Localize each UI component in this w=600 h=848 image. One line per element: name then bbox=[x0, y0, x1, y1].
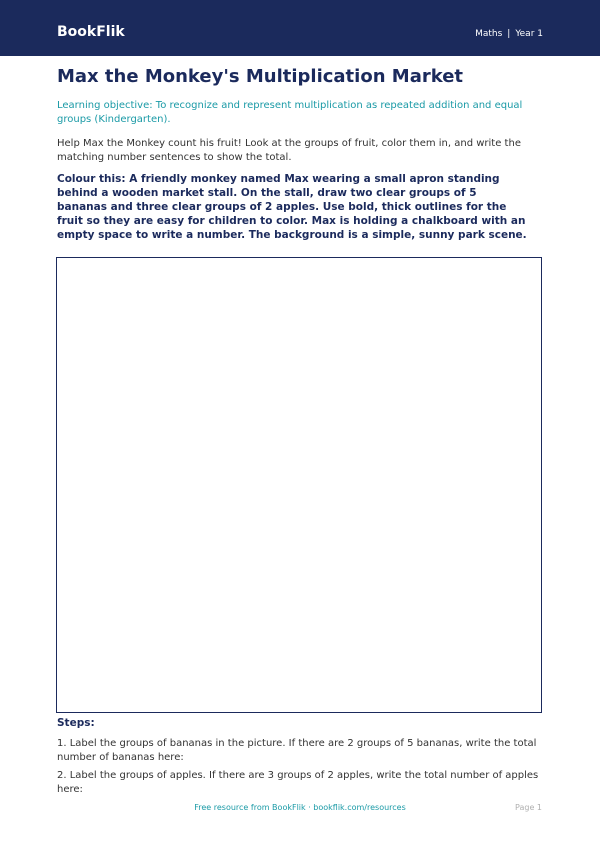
intro-text: Help Max the Monkey count his fruit! Look at the groups of fruit, color them in, and write the matching number sentences to show the total. bbox=[57, 138, 521, 163]
page-title: Max the Monkey's Multiplication Market bbox=[57, 66, 464, 87]
footer-credit: Free resource from BookFlik · bookflik.com/resources bbox=[194, 803, 406, 812]
step-item: 2. Label the groups of apples. If there are 3 groups of 2 apples, write the total number of apples here: bbox=[57, 770, 539, 795]
subject-label: Maths bbox=[475, 29, 503, 39]
step-item: 1. Label the groups of bananas in the picture. If there are 2 groups of 5 bananas, write the total number of bananas here: bbox=[57, 738, 537, 763]
steps-list bbox=[57, 737, 542, 801]
subject-year-label bbox=[475, 27, 543, 41]
year-label: Year 1 bbox=[515, 29, 543, 39]
header-separator: | bbox=[507, 29, 511, 39]
page-header bbox=[0, 0, 600, 56]
colouring-instructions: Colour this: A friendly monkey named Max wearing a small apron standing behind a wooden market stall. On the stall, draw two clear groups of 5 bananas and three clear groups of 2 apples. Use bold, thick outlines for the fruit so they are easy for children to color. Max is holding a chalkboard with an empty space to write a number. The background is a simple, sunny park scene. bbox=[57, 173, 527, 241]
brand-logo-text: BookFlik bbox=[57, 24, 125, 40]
colouring-area[interactable] bbox=[56, 257, 542, 713]
learning-objective: Learning objective: To recognize and represent multiplication as repeated addition and equal groups (Kindergarten). bbox=[57, 100, 523, 125]
steps-heading: Steps: bbox=[57, 717, 95, 729]
page-number: Page 1 bbox=[515, 803, 542, 812]
